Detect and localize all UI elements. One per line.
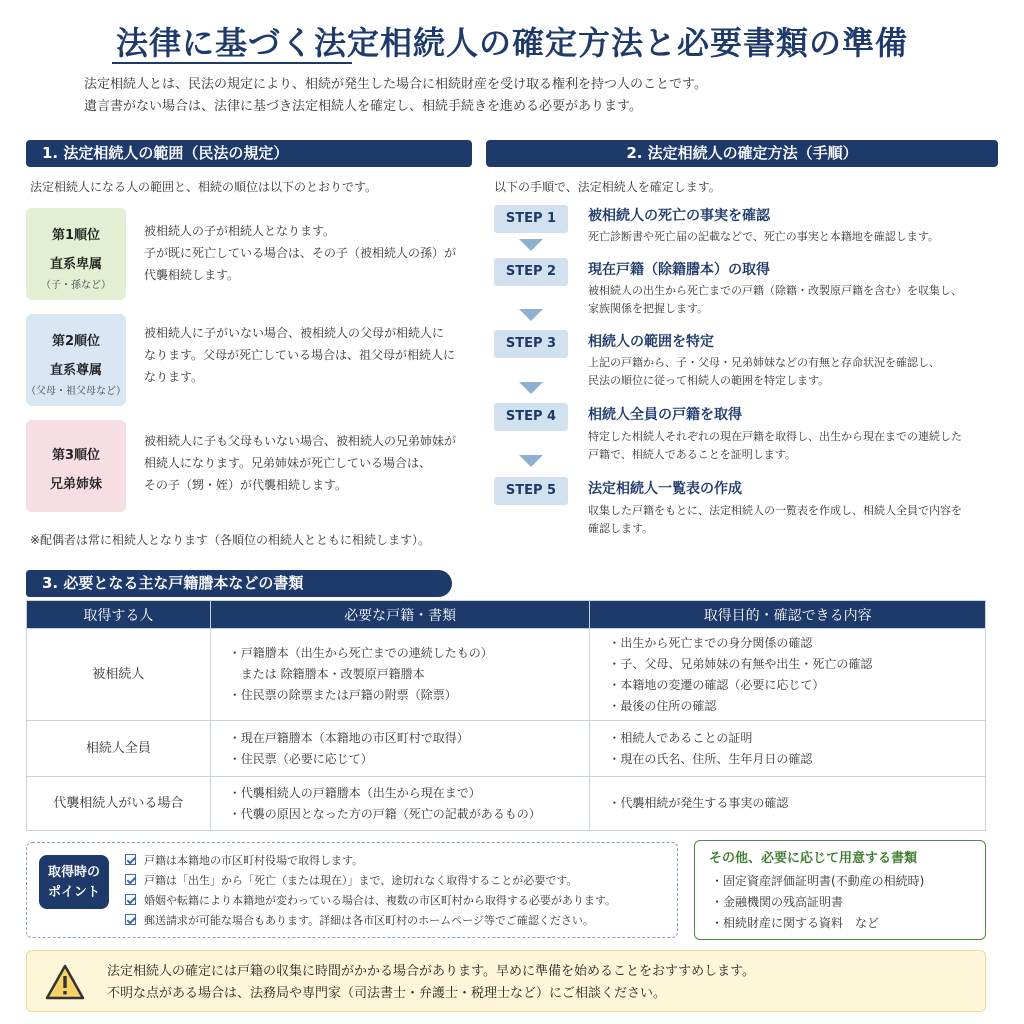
- rank-name: 直系卑属: [49, 257, 102, 272]
- step-desc-line: 家族関係を把握します。: [588, 302, 709, 315]
- column-header: 取得目的・確認できる内容: [590, 601, 986, 629]
- section2-subtitle: 以下の手順で、法定相続人を確定します。: [494, 180, 721, 194]
- step-arrow-icon: [519, 455, 543, 467]
- documents-cell: [210, 721, 590, 777]
- step-desc-line: 被相続人の出生から死亡までの戸籍（除籍・改製原戸籍を含む）を収集し、: [588, 284, 962, 297]
- rank-desc-line: 相続人になります。兄弟姉妹が死亡している場合は、: [144, 456, 432, 470]
- table-header-row: [27, 601, 986, 629]
- point-text: 婚姻や転籍により本籍地が変わっている場合は、複数の市区町村から取得する必要があります。: [144, 894, 617, 907]
- rank-card-1: [26, 208, 126, 300]
- checkbox-icon: [125, 894, 136, 905]
- rank-desc-line: その子（甥・姪）が代襲相続します。: [144, 478, 348, 492]
- warning-icon: [45, 963, 85, 1001]
- acquisition-points-box: [26, 842, 678, 938]
- who-cell: 相続人全員: [27, 721, 211, 777]
- intro-line: 法定相続人とは、民法の規定により、相続が発生した場合に相続財産を受け取る権利を持つ人のことです。: [84, 77, 707, 92]
- spouse-footnote: ※配偶者は常に相続人となります（各順位の相続人とともに相続します）。: [30, 533, 431, 547]
- list-item: ・金融機関の残高証明書: [711, 895, 844, 909]
- rank-desc-2: [144, 322, 474, 388]
- list-item: [125, 891, 616, 911]
- checkbox-icon: [125, 914, 136, 925]
- points-badge: [39, 855, 109, 909]
- rank-desc-line: 被相続人に子も父母もいない場合、被相続人の兄弟姉妹が: [144, 434, 457, 448]
- step-badge: STEP 5: [494, 477, 568, 505]
- step-desc-line: 死亡診断書や死亡届の記載などで、死亡の事実と本籍地を確認します。: [588, 230, 939, 243]
- rank-desc-line: 被相続人に子がいない場合、被相続人の父母が相続人に: [144, 326, 445, 340]
- purpose-line: ・出生から死亡までの身分関係の確認: [608, 635, 813, 650]
- step-desc: [588, 428, 1000, 464]
- documents-cell: [210, 629, 590, 721]
- list-item: [125, 911, 616, 931]
- purpose-line: ・最後の住所の確認: [608, 698, 717, 713]
- step-desc: [588, 502, 1000, 538]
- document-line: ・代襲相続人の戸籍謄本（出生から現在まで）: [228, 785, 481, 800]
- rank-label: 第3順位: [51, 448, 101, 463]
- point-text: 戸籍は「出生」から「死亡（または現在）」まで、途切れなく取得することが必要です。: [144, 874, 578, 887]
- section3-heading: 3. 必要となる主な戸籍謄本などの書類: [26, 570, 452, 597]
- rank-name: 兄弟姉妹: [49, 477, 102, 492]
- step-title: 法定相続人一覧表の作成: [588, 481, 742, 497]
- document-line: ・住民票の除票または戸籍の附票（除票）: [228, 688, 457, 702]
- notice-box: [26, 950, 986, 1012]
- intro-line: 遺言書がない場合は、法律に基づき法定相続人を確定し、相続手続きを進める必要があります。: [84, 99, 642, 114]
- step-desc-line: 特定した相続人それぞれの現在戸籍を取得し、出生から現在までの連続した: [588, 430, 962, 443]
- list-item: [125, 851, 616, 871]
- checkbox-icon: [125, 874, 136, 885]
- step-title: 相続人全員の戸籍を取得: [588, 407, 742, 423]
- step-arrow-icon: [519, 382, 543, 394]
- rank-desc-line: 代襲相続します。: [144, 268, 240, 282]
- title-underline: [112, 62, 352, 64]
- list-item: ・相続財産に関する資料 など: [711, 916, 880, 930]
- rank-label: 第2順位: [51, 334, 101, 349]
- other-documents-box: [694, 840, 986, 940]
- step-desc-line: 収集した戸籍をもとに、法定相続人の一覧表を作成し、相続人全員で内容を: [588, 504, 962, 517]
- purpose-cell: [590, 721, 986, 777]
- column-header: 必要な戸籍・書類: [210, 601, 590, 629]
- documents-table: [26, 600, 986, 831]
- step-badge: STEP 3: [494, 330, 568, 358]
- step-title: 現在戸籍（除籍謄本）の取得: [588, 262, 770, 278]
- step-badge: STEP 2: [494, 258, 568, 286]
- document-line: または 除籍謄本・改製原戸籍謄本: [228, 667, 425, 681]
- documents-cell: [210, 777, 590, 831]
- point-text: 郵送請求が可能な場合もあります。詳細は各市区町村のホームページ等でご確認ください。: [144, 914, 594, 927]
- notice-line: 不明な点がある場合は、法務局や専門家（司法書士・弁護士・税理士など）にご相談ください。: [107, 986, 667, 1001]
- step-desc: [588, 282, 1000, 318]
- point-text: 戸籍は本籍地の市区町村役場で取得します。: [144, 854, 364, 867]
- table-row: [27, 629, 986, 721]
- step-desc: [588, 228, 1000, 246]
- purpose-line: ・相続人であることの証明: [608, 730, 753, 745]
- document-line: ・現在戸籍謄本（本籍地の市区町村で取得）: [228, 730, 469, 745]
- rank-desc-line: なります。: [144, 370, 204, 384]
- list-item: ・固定資産評価証明書(不動産の相続時): [711, 874, 925, 888]
- document-line: ・住民票（必要に応じて）: [228, 751, 373, 766]
- list-item: [125, 871, 616, 891]
- who-cell: 代襲相続人がいる場合: [27, 777, 211, 831]
- notice-line: 法定相続人の確定には戸籍の収集に時間がかかる場合があります。早めに準備を始めることをおすすめします。: [107, 964, 756, 979]
- rank-note: （子・孫など）: [41, 280, 111, 291]
- table-row: [27, 777, 986, 831]
- rank-desc-3: [144, 430, 474, 496]
- rank-desc-line: なります。父母が死亡している場合は、祖父母が相続人に: [144, 348, 456, 362]
- rank-card-3: [26, 420, 126, 512]
- section1-heading: 1. 法定相続人の範囲（民法の規定）: [26, 140, 472, 167]
- page-title: 法律に基づく法定相続人の確定方法と必要書類の準備: [115, 24, 908, 62]
- step-badge: STEP 4: [494, 403, 568, 431]
- step-desc-line: 戸籍で、相続人であることを証明します。: [588, 448, 796, 461]
- step-desc-line: 上記の戸籍から、子・父母・兄弟姉妹などの有無と存命状況を確認し、: [588, 356, 940, 369]
- rank-name: 直系尊属: [49, 363, 102, 378]
- rank-label: 第1順位: [51, 228, 101, 243]
- purpose-cell: [590, 777, 986, 831]
- rank-desc-line: 被相続人の子が相続人となります。: [144, 224, 336, 238]
- other-documents-list: [711, 871, 924, 934]
- step-badge: STEP 1: [494, 205, 568, 233]
- points-badge-line: ポイント: [47, 885, 100, 900]
- points-list: [125, 851, 616, 931]
- table-row: [27, 721, 986, 777]
- purpose-line: ・子、父母、兄弟姉妹の有無や出生・死亡の確認: [608, 656, 873, 671]
- step-desc-line: 民法の順位に従って相続人の範囲を特定します。: [588, 374, 830, 387]
- step-arrow-icon: [519, 239, 543, 251]
- rank-note: （父母・祖父母など）: [26, 386, 126, 397]
- step-desc-line: 確認します。: [588, 522, 654, 535]
- section2-heading: 2. 法定相続人の確定方法（手順）: [486, 140, 998, 167]
- intro-text: [84, 74, 707, 118]
- points-badge-line: 取得時の: [47, 865, 100, 880]
- rank-desc-line: 子が既に死亡している場合は、その子（被相続人の孫）が: [144, 246, 457, 260]
- step-desc: [588, 354, 1000, 390]
- other-documents-title: その他、必要に応じて用意する書類: [709, 851, 918, 866]
- document-line: ・代襲の原因となった方の戸籍（死亡の記載があるもの）: [228, 806, 541, 821]
- document-line: ・戸籍謄本（出生から死亡までの連続したもの）: [228, 646, 493, 660]
- who-cell: 被相続人: [27, 629, 211, 721]
- checkbox-icon: [125, 854, 136, 865]
- section1-subtitle: 法定相続人になる人の範囲と、相続の順位は以下のとおりです。: [30, 180, 378, 194]
- step-arrow-icon: [519, 309, 543, 321]
- rank-desc-1: [144, 220, 474, 286]
- column-header: 取得する人: [27, 601, 211, 629]
- step-title: 相続人の範囲を特定: [588, 334, 714, 350]
- purpose-line: ・代襲相続が発生する事実の確認: [608, 796, 789, 810]
- purpose-cell: [590, 629, 986, 721]
- purpose-line: ・本籍地の変遷の確認（必要に応じて）: [608, 677, 825, 692]
- purpose-line: ・現在の氏名、住所、生年月日の確認: [608, 751, 813, 766]
- notice-text: [107, 961, 755, 1005]
- step-title: 被相続人の死亡の事実を確認: [588, 208, 770, 224]
- rank-card-2: [26, 314, 126, 406]
